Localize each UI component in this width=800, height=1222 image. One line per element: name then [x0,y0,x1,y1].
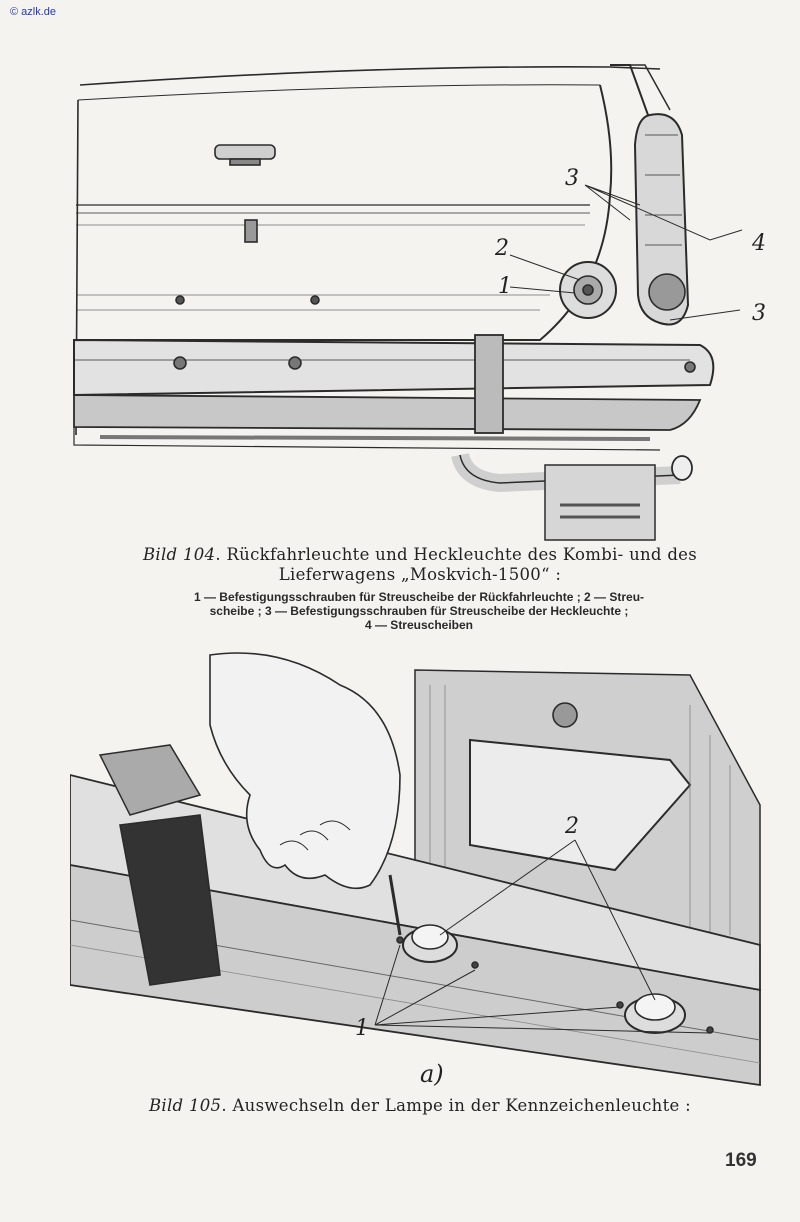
callout-3-bottom: 3 [752,301,766,326]
callout-1: 1 [498,274,512,299]
legend-line-3: 4 — Streuscheiben [364,618,474,632]
legend-line-1: 1 — Befestigungsschrauben für Streuscheibe der Rückfahrleuchte ; 2 — Streu- [193,590,645,604]
page-number: 169 [725,1150,757,1171]
figure-104-caption-line1: . Rückfahrleuchte und Heckleuchte des Kombi- und des [215,545,698,564]
watermark: © azlk.de [10,6,57,18]
subfigure-label: a) [420,1060,444,1088]
callout-1-screws: 1 [355,1016,369,1041]
callout-2-lamps: 2 [565,814,579,839]
figure-104-caption-line2: Lieferwagens „Moskvich-1500“ : [278,565,562,584]
figure-105-illustration [70,645,770,1090]
figure-104-label: Bild 104 [142,545,216,564]
legend-line-2: scheibe ; 3 — Befestigungsschrauben für Streuscheibe der Heckleuchte ; [209,604,629,618]
figure-105-caption [60,1096,780,1116]
callout-3-top: 3 [565,166,579,191]
figure-105-caption-text: . Auswechseln der Lampe in der Kennzeichenleuchte : [221,1096,692,1115]
figure-104-caption [60,545,780,585]
figure-105-label: Bild 105 [148,1096,222,1115]
callout-4: 4 [752,231,766,256]
figure-104-legend [60,590,778,632]
figure-104-illustration [70,55,770,545]
callout-2: 2 [495,236,509,261]
